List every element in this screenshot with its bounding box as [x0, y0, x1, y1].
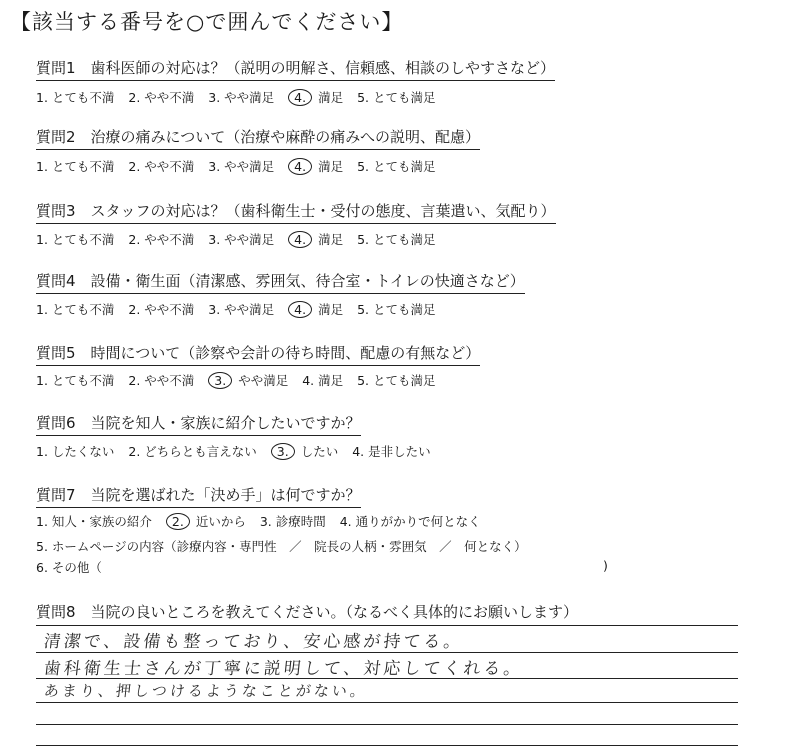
- question-4-label: 質問4 設備・衛生面（清潔感、雰囲気、待合室・トイレの快適さなど）: [36, 270, 525, 294]
- option: 1. とても不満: [36, 90, 115, 105]
- option: 2. やや不満: [128, 373, 195, 388]
- option-selected[interactable]: 4.: [288, 158, 312, 175]
- option: やや満足: [238, 373, 289, 388]
- option-selected[interactable]: 3.: [271, 443, 295, 460]
- option-selected[interactable]: 3.: [208, 372, 232, 389]
- option: 3. やや満足: [208, 232, 275, 247]
- option: 満足: [318, 302, 344, 317]
- option: 5. とても満足: [357, 302, 436, 317]
- option: 2. やや不満: [128, 232, 195, 247]
- question-5-options: [36, 371, 446, 389]
- answer-line: [36, 724, 738, 725]
- option: 1. とても不満: [36, 302, 115, 317]
- option: したい: [300, 444, 339, 459]
- question-4-options: [36, 300, 446, 318]
- option: 1. とても不満: [36, 159, 115, 174]
- option: 満足: [318, 90, 344, 105]
- option: 1. 知人・家族の紹介: [36, 514, 152, 529]
- option: 3. やや満足: [208, 90, 275, 105]
- question-1-label: 質問1 歯科医師の対応は？（説明の明解さ、信頼感、相談のしやすさなど）: [36, 57, 555, 81]
- question-7-label: 質問7 当院を選ばれた「決め手」は何ですか？: [36, 484, 361, 508]
- option-selected[interactable]: 4.: [288, 301, 312, 318]
- answer-line: [36, 625, 738, 626]
- question-8-label: 質問8 当院の良いところを教えてください。（なるべく具体的にお願いします）: [36, 603, 579, 621]
- option: 4. 通りがかりで何となく: [339, 514, 481, 529]
- option: 1. したくない: [36, 444, 115, 459]
- question-2-options: [36, 157, 446, 175]
- option: 5. とても満足: [357, 159, 436, 174]
- answer-line: [36, 652, 738, 653]
- question-3-label: 質問3 スタッフの対応は？（歯科衛生士・受付の態度、言葉遣い、気配り）: [36, 200, 556, 224]
- option: 2. やや不満: [128, 90, 195, 105]
- question-3-options: [36, 230, 446, 248]
- option: 5. とても満足: [357, 232, 436, 247]
- question-7-options: [36, 512, 491, 530]
- option-selected[interactable]: 4.: [288, 231, 312, 248]
- option: 3. 診療時間: [259, 514, 326, 529]
- option: 4. 満足: [302, 373, 344, 388]
- option-selected[interactable]: 4.: [288, 89, 312, 106]
- option: 満足: [318, 232, 344, 247]
- option: 5. とても満足: [357, 373, 436, 388]
- option: 1. とても不満: [36, 232, 115, 247]
- question-1-options: [36, 88, 446, 106]
- option: 3. やや満足: [208, 159, 275, 174]
- handwritten-answer-line-1: 清潔で、設備も整っており、安心感が持てる。: [42, 632, 465, 652]
- question-7-option-5: 5. ホームページの内容（診療内容・専門性 ／ 院長の人柄・雰囲気 ／ 何となく）: [36, 539, 527, 554]
- option: 3. やや満足: [208, 302, 275, 317]
- question-6-label: 質問6 当院を知人・家族に紹介したいですか？: [36, 412, 361, 436]
- option: 満足: [318, 159, 344, 174]
- option: 1. とても不満: [36, 373, 115, 388]
- option: 2. どちらとも言えない: [128, 444, 257, 459]
- option: 5. とても満足: [357, 90, 436, 105]
- handwritten-answer-line-3: あまり、押しつけるようなことがない。: [43, 682, 369, 700]
- option: 4. 是非したい: [352, 444, 431, 459]
- option: 2. やや不満: [128, 159, 195, 174]
- question-7-option-6-close: ): [603, 558, 608, 573]
- question-2-label: 質問2 治療の痛みについて（治療や麻酔の痛みへの説明、配慮）: [36, 126, 480, 150]
- answer-line: [36, 745, 738, 746]
- option: 2. やや不満: [128, 302, 195, 317]
- question-7-option-6: 6. その他（: [36, 560, 102, 575]
- question-5-label: 質問5 時間について（診察や会計の待ち時間、配慮の有無など）: [36, 342, 480, 366]
- question-6-options: [36, 442, 441, 460]
- option-selected[interactable]: 2.: [166, 513, 190, 530]
- page-title: 【該当する番号を○で囲んでください】: [10, 10, 404, 34]
- handwritten-answer-line-2: 歯科衛生士さんが丁寧に説明して、対応してくれる。: [42, 659, 525, 679]
- option: 近いから: [195, 514, 246, 529]
- answer-line: [36, 702, 738, 703]
